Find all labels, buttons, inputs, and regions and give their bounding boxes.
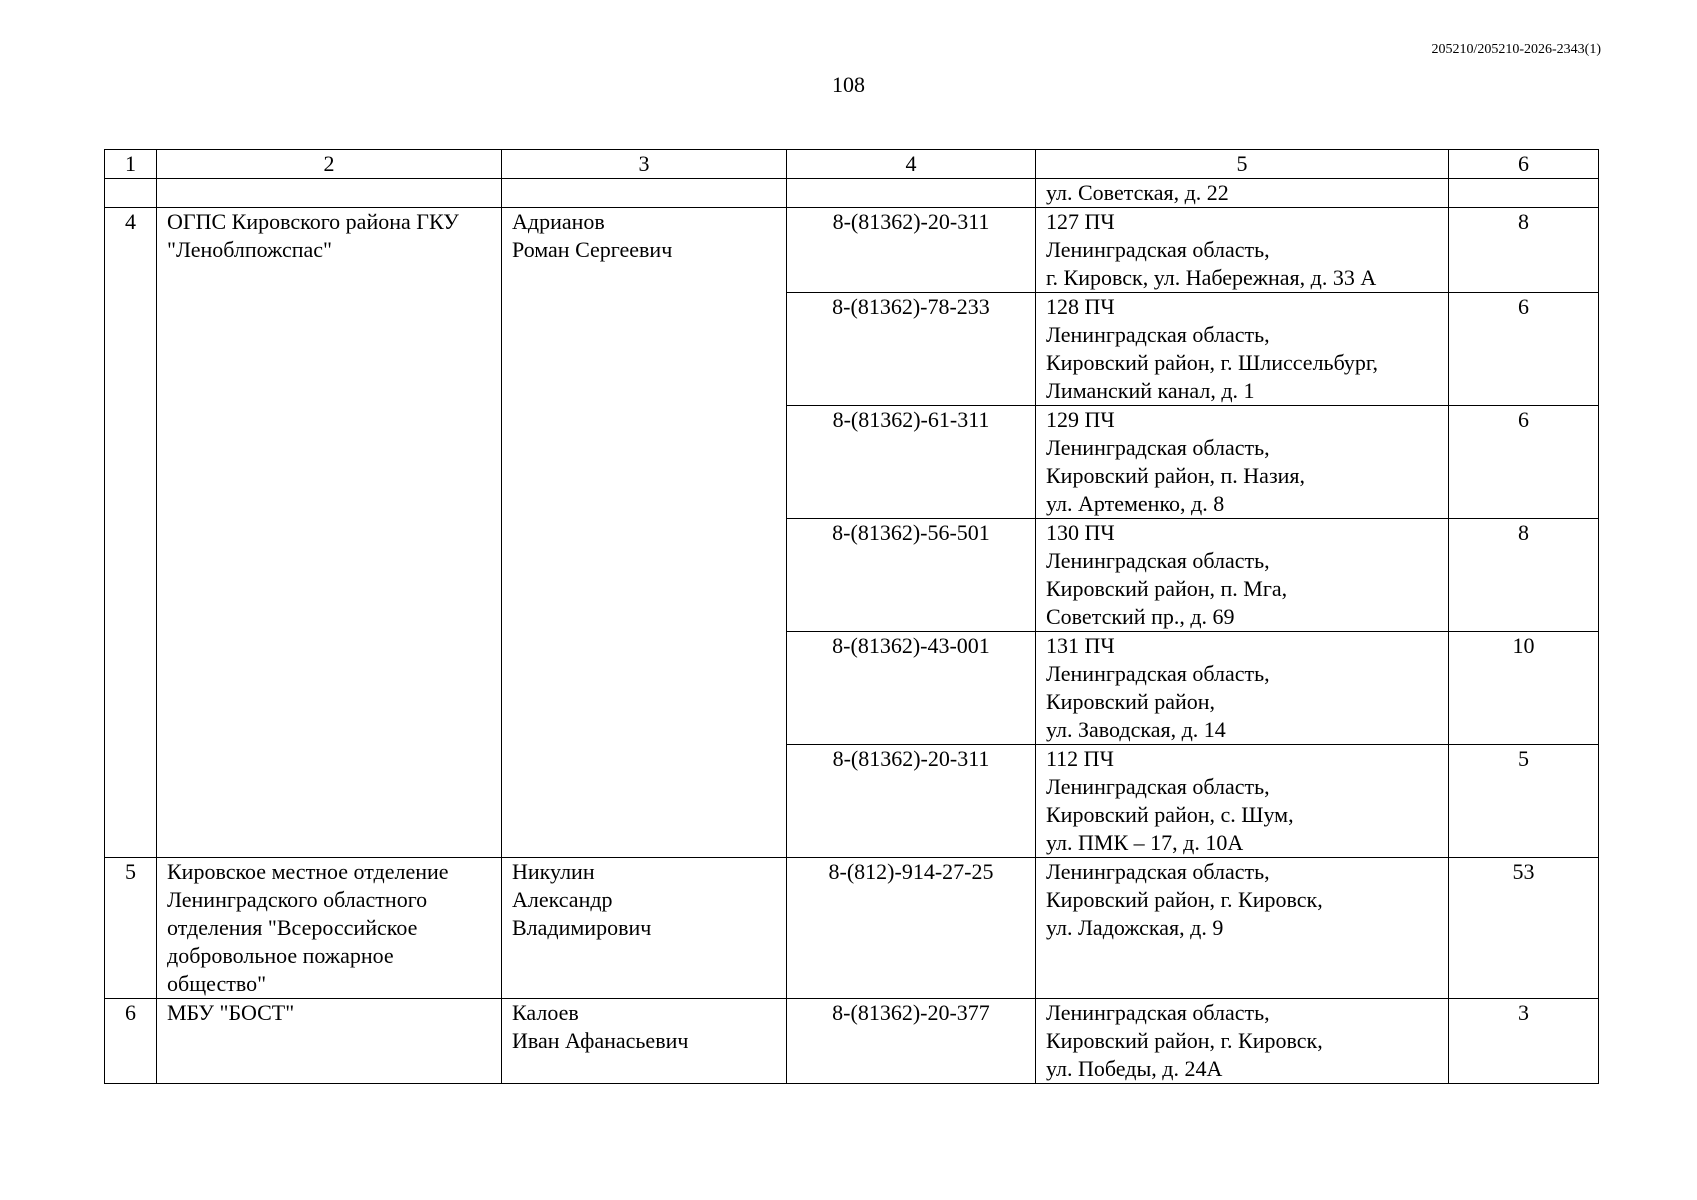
count-cell: 8 — [1449, 208, 1599, 293]
count-cell: 3 — [1449, 999, 1599, 1084]
table-row — [105, 858, 1599, 999]
address-cell: 112 ПЧ Ленинградская область, Кировский район, с. Шум, ул. ПМК – 17, д. 10А — [1036, 745, 1449, 858]
count-cell: 6 — [1449, 406, 1599, 519]
table-row — [105, 208, 1599, 293]
head-name-cell: Адрианов Роман Сергеевич — [502, 208, 787, 858]
column-number-1: 1 — [105, 150, 157, 179]
row-number: 4 — [105, 208, 157, 858]
phone-cell: 8-(81362)-56-501 — [787, 519, 1036, 632]
count-cell: 6 — [1449, 293, 1599, 406]
phone-cell: 8-(81362)-20-377 — [787, 999, 1036, 1084]
table-row-continuation — [105, 179, 1599, 208]
head-name-cell: Никулин Александр Владимирович — [502, 858, 787, 999]
units-table — [104, 149, 1599, 1084]
column-number-6: 6 — [1449, 150, 1599, 179]
column-number-4: 4 — [787, 150, 1036, 179]
address-cell: ул. Советская, д. 22 — [1036, 179, 1449, 208]
phone-cell: 8-(81362)-43-001 — [787, 632, 1036, 745]
address-cell: 128 ПЧ Ленинградская область, Кировский район, г. Шлиссельбург, Лиманский канал, д. 1 — [1036, 293, 1449, 406]
column-number-2: 2 — [157, 150, 502, 179]
phone-cell: 8-(81362)-20-311 — [787, 745, 1036, 858]
column-number-3: 3 — [502, 150, 787, 179]
document-code: 205210/205210-2026-2343(1) — [1431, 42, 1601, 57]
row-number: 5 — [105, 858, 157, 999]
address-cell: 131 ПЧ Ленинградская область, Кировский район, ул. Заводская, д. 14 — [1036, 632, 1449, 745]
organization-cell: ОГПС Кировского района ГКУ "Леноблпожспас" — [157, 208, 502, 858]
address-cell: Ленинградская область, Кировский район, г. Кировск, ул. Победы, д. 24А — [1036, 999, 1449, 1084]
phone-cell: 8-(81362)-78-233 — [787, 293, 1036, 406]
organization-cell: МБУ "БОСТ" — [157, 999, 502, 1084]
count-cell: 5 — [1449, 745, 1599, 858]
table-header-row — [105, 150, 1599, 179]
address-cell: 129 ПЧ Ленинградская область, Кировский район, п. Назия, ул. Артеменко, д. 8 — [1036, 406, 1449, 519]
organization-cell: Кировское местное отделение Ленинградского областного отделения "Всероссийское добровольное пожарное общество" — [157, 858, 502, 999]
phone-cell: 8-(81362)-61-311 — [787, 406, 1036, 519]
page-number: 108 — [832, 72, 865, 97]
address-cell: Ленинградская область, Кировский район, г. Кировск, ул. Ладожская, д. 9 — [1036, 858, 1449, 999]
address-cell: 127 ПЧ Ленинградская область, г. Кировск, ул. Набережная, д. 33 А — [1036, 208, 1449, 293]
column-number-5: 5 — [1036, 150, 1449, 179]
phone-cell: 8-(812)-914-27-25 — [787, 858, 1036, 999]
count-cell: 53 — [1449, 858, 1599, 999]
address-cell: 130 ПЧ Ленинградская область, Кировский район, п. Мга, Советский пр., д. 69 — [1036, 519, 1449, 632]
row-number: 6 — [105, 999, 157, 1084]
head-name-cell: Калоев Иван Афанасьевич — [502, 999, 787, 1084]
phone-cell: 8-(81362)-20-311 — [787, 208, 1036, 293]
count-cell: 8 — [1449, 519, 1599, 632]
count-cell: 10 — [1449, 632, 1599, 745]
table-row — [105, 999, 1599, 1084]
